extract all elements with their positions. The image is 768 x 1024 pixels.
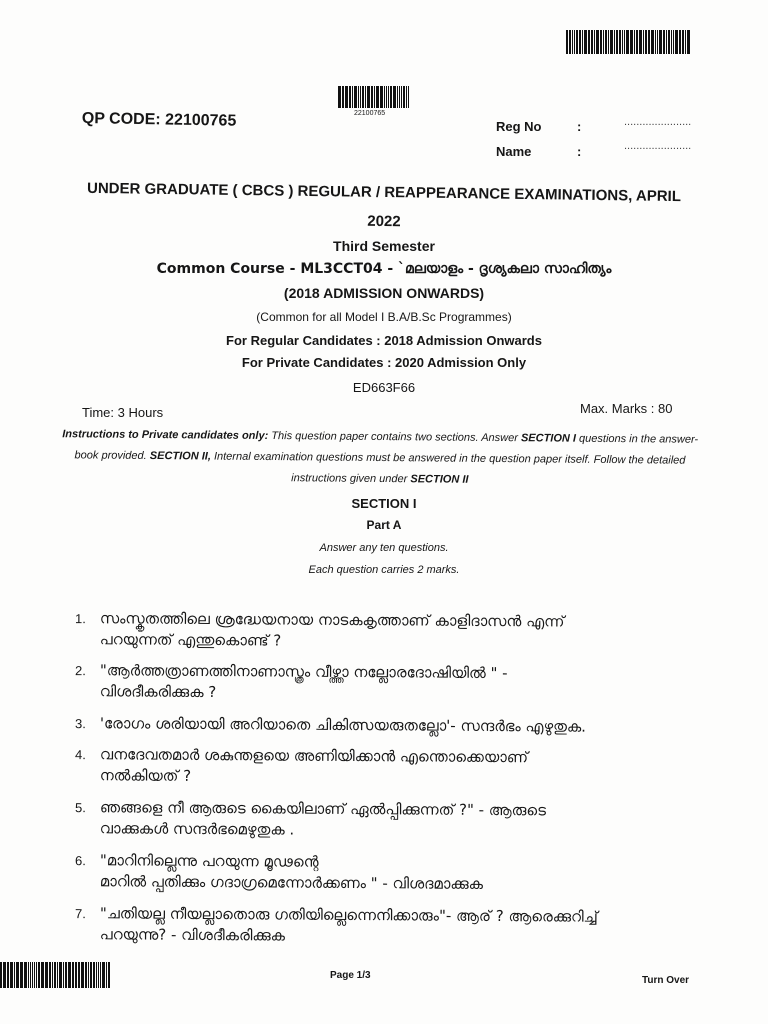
question-number: 1. — [75, 611, 86, 627]
barcode-bar — [579, 30, 581, 54]
barcode-bar — [96, 962, 97, 988]
question-text-line1: "ആർത്തത്രാണത്തിനാണാസ്ത്രം വീഴ്ത്താ നല്ലോരദോഷിയിൽ " - — [99, 661, 508, 683]
barcode-bar — [626, 30, 629, 54]
barcode-bar — [34, 962, 35, 988]
barcode-bar — [380, 86, 383, 108]
barcode-bar — [374, 86, 375, 108]
question-text-line2: വാക്കുകൾ സന്ദർഭമെഴുതുക . — [99, 819, 295, 839]
question-text-line2: നൽകിയത് ? — [99, 766, 192, 785]
barcode-bar — [401, 86, 402, 108]
barcode-center — [338, 86, 410, 108]
barcode-bar — [408, 86, 409, 108]
instructions-text2: questions in the answer-book provided. — [74, 432, 699, 462]
barcode-bar — [659, 30, 662, 54]
barcode-bar — [574, 30, 575, 54]
question-text-line2: മാറിൽ പ്പതിക്കും ഗദാഗ്രമെന്നോർക്കണം " - വിശദമാക്കുക — [99, 872, 484, 893]
barcode-bar — [54, 962, 56, 988]
question-text-line2: പറയുന്നു? - വിശദീകരിക്കുക — [99, 925, 286, 945]
barcode-bar — [7, 962, 9, 988]
barcode-bar — [682, 30, 684, 54]
paper-code: ED663F66 — [352, 380, 416, 395]
course-title: Common Course - ML3CCT04 - `മലയാളം - ദൃശ്യകലാ സാഹിത്യം — [156, 261, 612, 277]
barcode-bar — [93, 962, 95, 988]
barcode-bar — [397, 86, 398, 108]
barcode-bar — [28, 962, 29, 988]
barcode-bar — [596, 30, 599, 54]
question-6 — [66, 850, 706, 896]
exam-title-line2: 2022 — [367, 212, 401, 231]
barcode-bar — [582, 30, 583, 54]
barcode-bar — [345, 86, 348, 108]
barcode-bar — [349, 86, 351, 108]
barcode-bar — [591, 30, 593, 54]
barcode-bar — [622, 30, 623, 54]
question-text-line1: "മാറിനില്ലെന്നു പറയുന്ന മൂഢന്റെ — [99, 851, 319, 871]
instructions-section2: SECTION II, — [149, 449, 211, 463]
question-text-line2: വിശദീകരിക്കുക ? — [99, 682, 217, 702]
part-title: Part A — [366, 518, 402, 532]
barcode-bar — [78, 962, 80, 988]
barcode-bar — [614, 30, 615, 54]
question-text-line1: ഞങ്ങളെ നീ ആരുടെ കൈയിലാണ് ഏൽപ്പിക്കുന്നത് ?" - ആരുടെ — [99, 798, 547, 820]
barcode-bar — [663, 30, 665, 54]
qp-code: QP CODE: 22100765 — [81, 110, 237, 130]
barcode-bar — [608, 30, 609, 54]
instructions-text3: Internal examination questions must be answered in the question paper itself. Follow the detailed instructions given under — [210, 450, 686, 486]
barcode-bar — [572, 30, 573, 54]
barcode-bar — [384, 86, 385, 108]
barcode-bar — [10, 962, 13, 988]
barcode-bar — [108, 962, 110, 988]
barcode-bar — [352, 86, 353, 108]
barcode-bar — [57, 962, 58, 988]
time-label: Time: 3 Hours — [82, 405, 164, 420]
question-5 — [66, 797, 706, 843]
barcode-bar — [673, 30, 674, 54]
barcode-bar — [36, 962, 37, 988]
section-title: SECTION I — [351, 496, 417, 511]
barcode-bar — [365, 86, 366, 108]
barcode-bar — [24, 962, 27, 988]
barcode-bar — [338, 86, 341, 108]
private-instructions — [60, 424, 701, 493]
barcode-bar — [616, 30, 618, 54]
barcode-bar — [671, 30, 672, 54]
question-7 — [66, 903, 706, 949]
barcode-bar — [81, 962, 84, 988]
barcode-bar — [367, 86, 370, 108]
barcode-bar — [675, 30, 678, 54]
barcode-bar — [98, 962, 99, 988]
barcode-bar — [65, 962, 67, 988]
question-4 — [66, 744, 706, 790]
each-carries: Each question carries 2 marks. — [308, 564, 460, 576]
barcode-bar — [358, 86, 359, 108]
instructions-lead: Instructions to Private candidates only: — [62, 428, 269, 443]
question-text-line2: പറയുന്നത് എന്തുകൊണ്ട് ? — [99, 630, 282, 650]
barcode-bar — [360, 86, 361, 108]
barcode-bar — [600, 30, 602, 54]
question-1 — [66, 608, 706, 654]
barcode-caption: 22100765 — [354, 110, 386, 117]
barcode-bar — [584, 30, 587, 54]
barcode-bar — [386, 86, 387, 108]
barcode-bar — [636, 30, 638, 54]
barcode-bar — [68, 962, 71, 988]
barcode-bar — [666, 30, 667, 54]
exam-title-line1: UNDER GRADUATE ( CBCS ) REGULAR / REAPPEARANCE EXAMINATIONS, APRIL — [86, 179, 682, 206]
barcode-bar — [38, 962, 40, 988]
question-number: 3. — [75, 716, 86, 732]
barcode-bar — [569, 30, 571, 54]
barcode-bar — [624, 30, 625, 54]
reg-no-colon: : — [577, 119, 582, 134]
barcode-bar — [390, 86, 392, 108]
barcode-bar — [49, 962, 51, 988]
barcode-bar — [63, 962, 64, 988]
barcode-bottom-left — [0, 962, 116, 988]
question-text-line1: സംസ്കൃതത്തിലെ ശ്രദ്ധേയനായ നാടകകൃത്താണ് കാളിദാസൻ എന്ന് — [99, 609, 565, 631]
answer-any: Answer any ten questions. — [319, 542, 449, 554]
barcode-bar — [32, 962, 33, 988]
barcode-bar — [41, 962, 44, 988]
barcode-bar — [566, 30, 568, 54]
barcode-bar — [45, 962, 48, 988]
barcode-bar — [362, 86, 364, 108]
question-3 — [66, 713, 706, 738]
barcode-bar — [72, 962, 74, 988]
barcode-bar — [619, 30, 621, 54]
barcode-bar — [342, 86, 344, 108]
barcode-bar — [648, 30, 650, 54]
barcode-bar — [639, 30, 642, 54]
barcode-bar — [655, 30, 656, 54]
barcode-bar — [645, 30, 647, 54]
barcode-bar — [634, 30, 635, 54]
barcode-bar — [3, 962, 6, 988]
barcode-bar — [100, 962, 101, 988]
name-field: ...................... — [624, 140, 692, 152]
barcode-bar — [16, 962, 19, 988]
admission-line: (2018 ADMISSION ONWARDS) — [283, 285, 485, 301]
barcode-bar — [90, 962, 92, 988]
barcode-bar — [594, 30, 595, 54]
name-label: Name — [496, 144, 532, 159]
barcode-bar — [668, 30, 670, 54]
question-number: 4. — [75, 747, 86, 763]
question-2 — [66, 660, 706, 706]
barcode-bar — [651, 30, 654, 54]
barcode-bar — [20, 962, 23, 988]
question-number: 7. — [75, 906, 86, 922]
barcode-bar — [52, 962, 53, 988]
question-text-line1: "ചതിയല്ല നീയല്ലാതൊരു ഗതിയില്ലെന്നെനിക്കാരും"- ആര് ? ആരെക്കുറിച്ച് — [99, 904, 598, 926]
reg-no-label: Reg No — [496, 119, 542, 134]
question-number: 2. — [75, 663, 86, 679]
semester: Third Semester — [333, 238, 435, 254]
regular-candidates: For Regular Candidates : 2018 Admission Onwards — [226, 333, 542, 348]
barcode-bar — [399, 86, 400, 108]
barcode-bar — [0, 962, 2, 988]
question-number: 6. — [75, 853, 86, 869]
question-text-line1: വനദേവതമാർ ശകുന്തളയെ അണിയിക്കാൻ എന്തൊക്കെയാണ് — [99, 745, 529, 767]
private-candidates: For Private Candidates : 2020 Admission Only — [241, 355, 527, 370]
barcode-bar — [88, 962, 89, 988]
barcode-bar — [102, 962, 105, 988]
barcode-bar — [371, 86, 374, 108]
instructions-section2b: SECTION II — [410, 473, 469, 486]
instructions-section1: SECTION I — [520, 432, 577, 445]
barcode-top-right — [566, 30, 700, 54]
barcode-bar — [687, 30, 690, 54]
instructions-text1: This question paper contains two sections. Answer — [268, 430, 522, 445]
reg-no-field: ...................... — [624, 116, 692, 128]
barcode-bar — [59, 962, 62, 988]
barcode-bar — [576, 30, 578, 54]
barcode-bar — [376, 86, 379, 108]
barcode-bar — [393, 86, 396, 108]
barcode-bar — [85, 962, 87, 988]
page-number: Page 1/3 — [330, 970, 371, 981]
barcode-bar — [75, 962, 77, 988]
name-colon: : — [577, 144, 582, 159]
barcode-bar — [630, 30, 633, 54]
max-marks: Max. Marks : 80 — [580, 401, 673, 416]
barcode-bar — [403, 86, 405, 108]
barcode-bar — [603, 30, 604, 54]
barcode-bar — [610, 30, 613, 54]
barcode-bar — [679, 30, 681, 54]
barcode-bar — [605, 30, 607, 54]
turn-over: Turn Over — [642, 975, 690, 986]
barcode-bar — [657, 30, 658, 54]
barcode-bar — [106, 962, 107, 988]
common-for-line: (Common for all Model I B.A/B.Sc Programmes) — [256, 310, 512, 324]
barcode-bar — [388, 86, 389, 108]
barcode-bar — [643, 30, 644, 54]
barcode-bar — [406, 86, 407, 108]
barcode-bar — [14, 962, 15, 988]
barcode-bar — [685, 30, 686, 54]
barcode-bar — [30, 962, 31, 988]
barcode-bar — [354, 86, 357, 108]
barcode-bar — [588, 30, 590, 54]
question-text-line1: 'രോഗം ശരിയായി അറിയാതെ ചികിത്സയരുതല്ലോ'- സന്ദർഭം എഴുതുക. — [99, 714, 587, 736]
question-number: 5. — [75, 800, 86, 816]
